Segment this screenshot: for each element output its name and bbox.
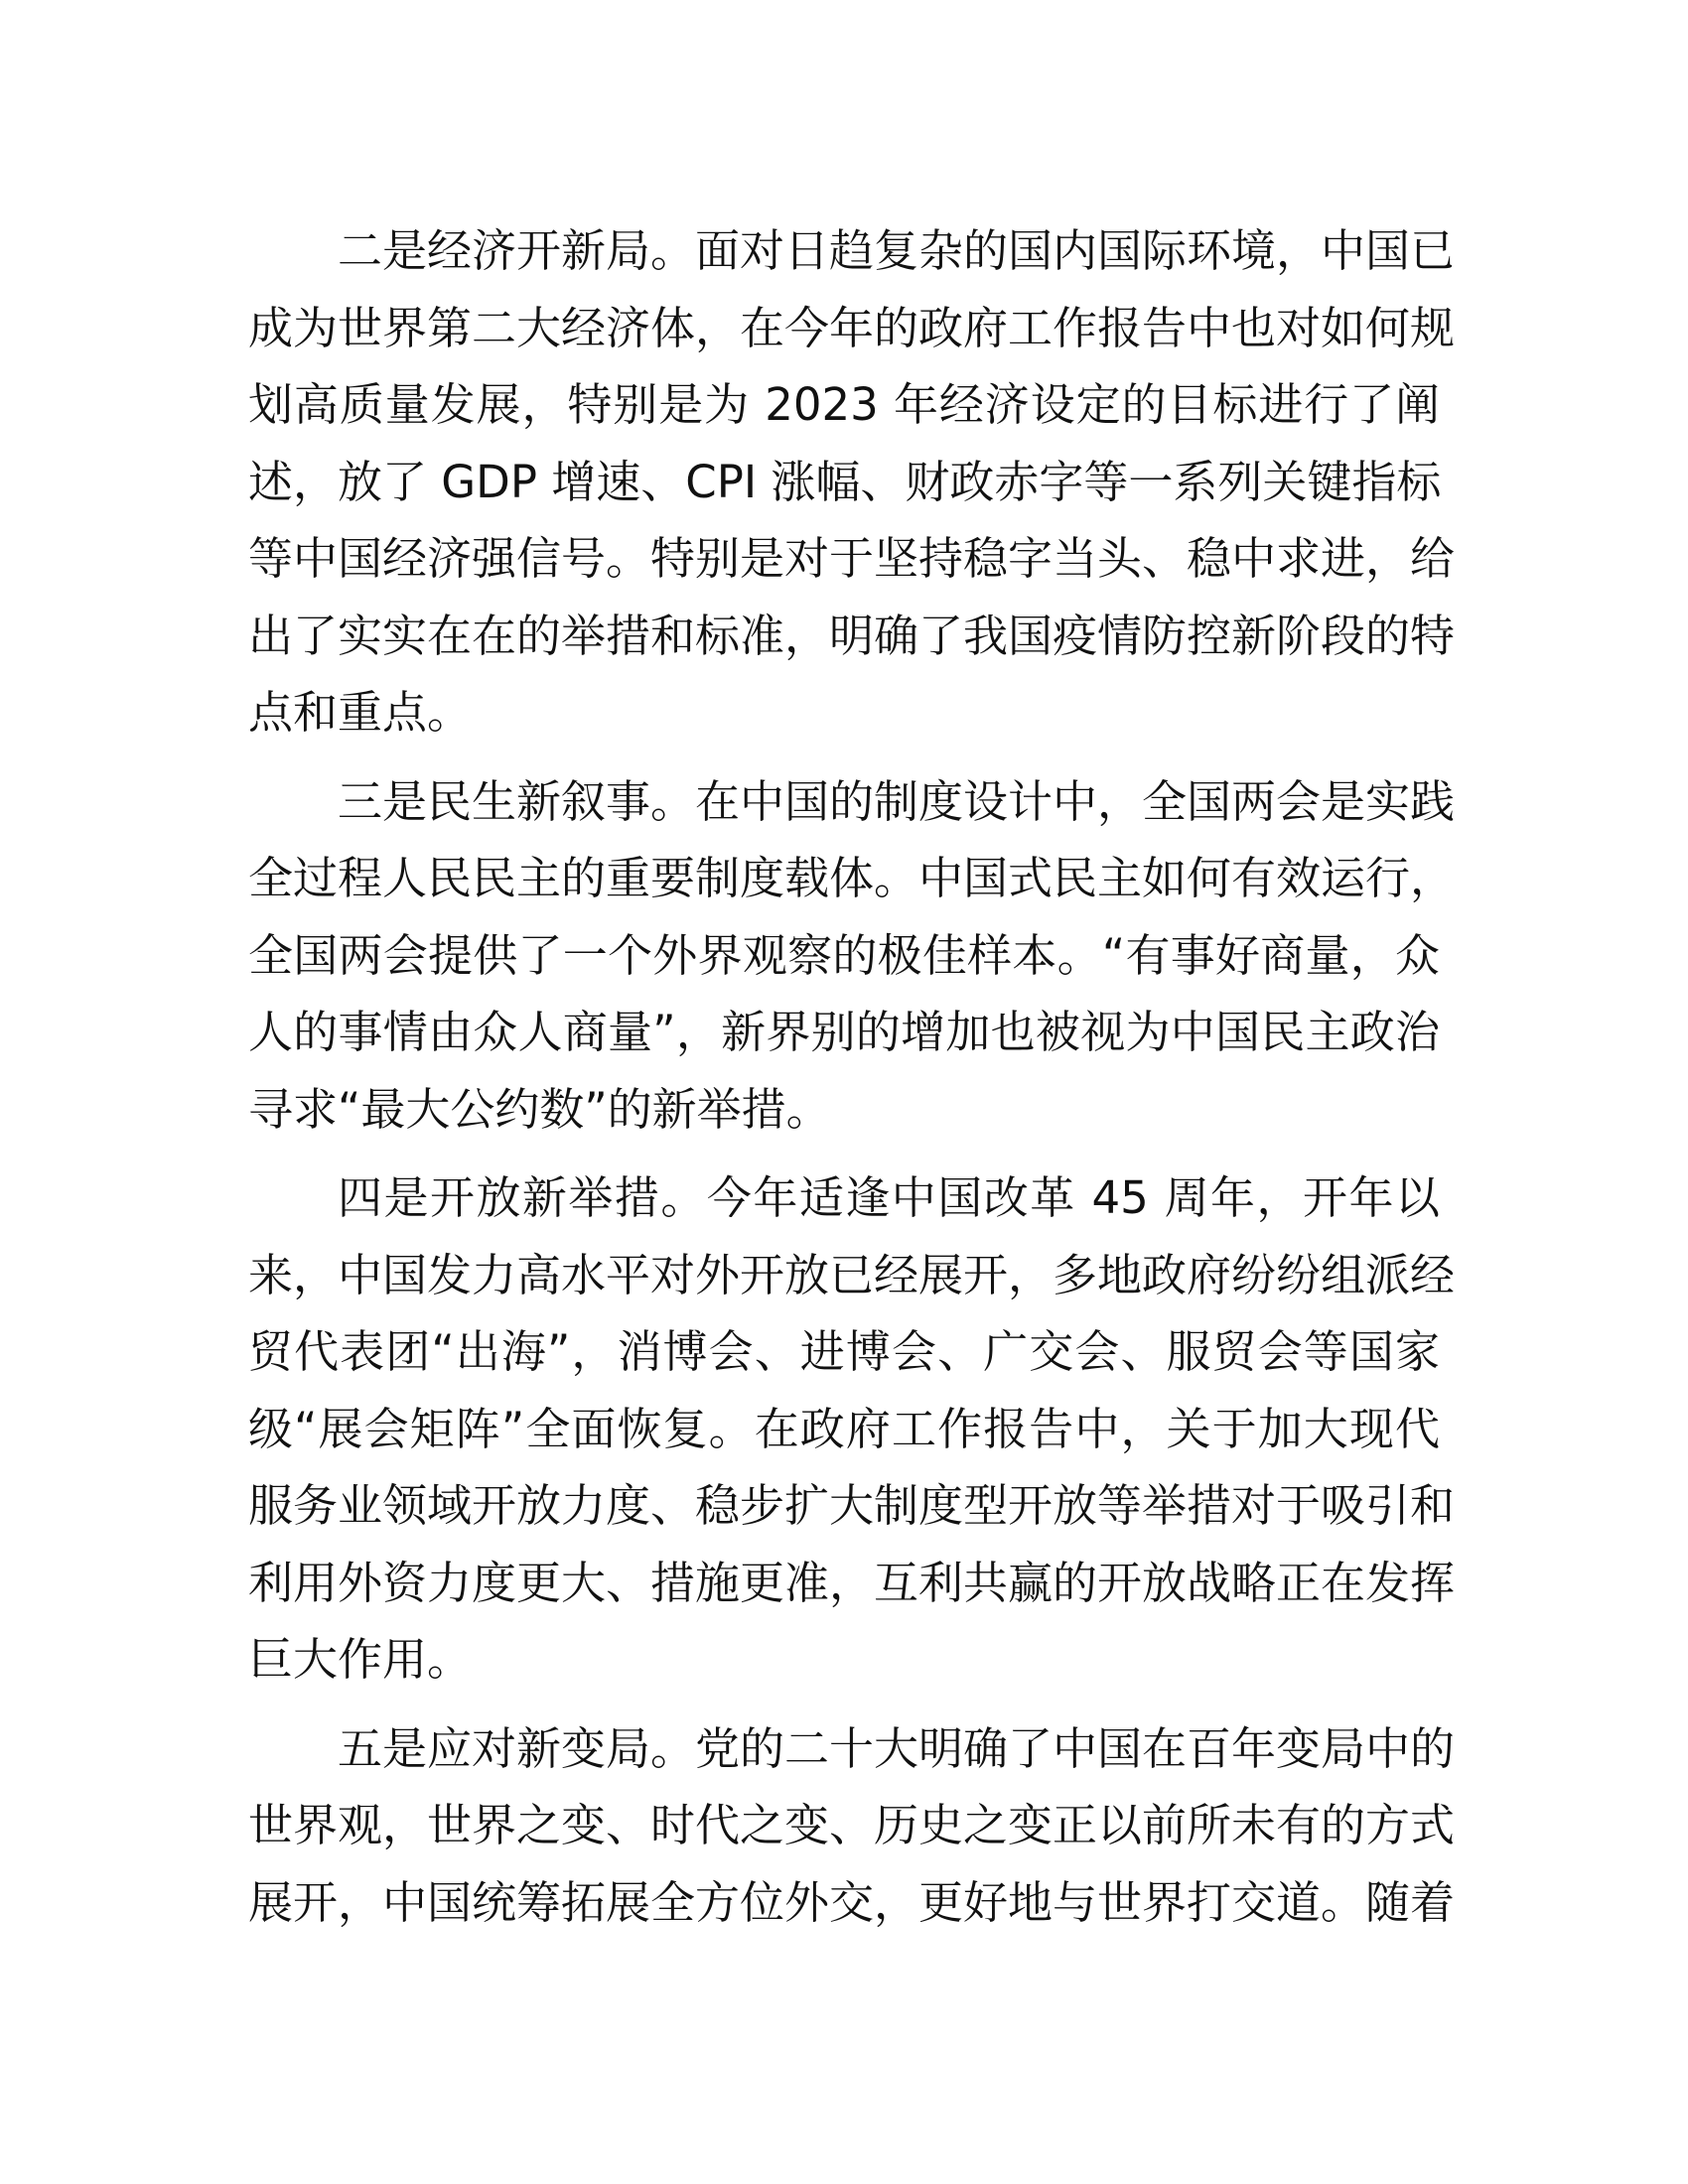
text-line: 全国两会提供了一个外界观察的极佳样本。“有事好商量，众 (248, 928, 1440, 982)
text-line: 等中国经济强信号。特别是对于坚持稳字当头、稳中求进，给 (248, 532, 1456, 585)
paragraph-livelihood (248, 763, 1456, 1149)
paragraph-changes (248, 1710, 1456, 1942)
text-line: 二是经济开新局。面对日趋复杂的国内国际环境，中国已 (338, 224, 1456, 277)
text-line: 巨大作用。 (248, 1633, 473, 1686)
text-line: 服务业领域开放力度、稳步扩大制度型开放等举措对于吸引和 (248, 1479, 1456, 1532)
text-line: 展开，中国统筹拓展全方位外交，更好地与世界打交道。随着 (248, 1875, 1456, 1929)
text-line: 利用外资力度更大、措施更准，互利共赢的开放战略正在发挥 (248, 1556, 1456, 1609)
text-line: 点和重点。 (248, 686, 473, 739)
paragraph-opening-up (248, 1160, 1456, 1699)
body-text (248, 212, 1456, 1941)
text-line: 成为世界第二大经济体，在今年的政府工作报告中也对如何规 (248, 301, 1456, 354)
text-line: 人的事情由众人商量”，新界别的增加也被视为中国民主政治 (248, 1006, 1440, 1058)
text-line: 五是应对新变局。党的二十大明确了中国在百年变局中的 (338, 1721, 1456, 1775)
text-line: 四是开放新举措。今年适逢中国改革 45 周年，开年以 (338, 1171, 1440, 1224)
text-line: 出了实实在在的举措和标准，明确了我国疫情防控新阶段的特 (248, 609, 1456, 662)
text-line: 全过程人民民主的重要制度载体。中国式民主如何有效运行， (248, 852, 1456, 904)
text-line: 三是民生新叙事。在中国的制度设计中，全国两会是实践 (338, 774, 1456, 828)
text-line: 述，放了 GDP 增速、CPI 涨幅、财政赤字等一系列关键指标 (248, 455, 1442, 508)
text-line: 划高质量发展，特别是为 2023 年经济设定的目标进行了阐 (248, 378, 1440, 431)
text-line: 世界观，世界之变、时代之变、历史之变正以前所未有的方式 (248, 1799, 1456, 1851)
text-line: 贸代表团“出海”，消博会、进博会、广交会、服贸会等国家 (248, 1325, 1440, 1378)
text-line: 级“展会矩阵”全面恢复。在政府工作报告中，关于加大现代 (248, 1402, 1440, 1455)
text-line: 来，中国发力高水平对外开放已经展开，多地政府纷纷组派经 (248, 1248, 1456, 1301)
text-line: 寻求“最大公约数”的新举措。 (248, 1082, 831, 1136)
paragraph-economy (248, 212, 1456, 751)
